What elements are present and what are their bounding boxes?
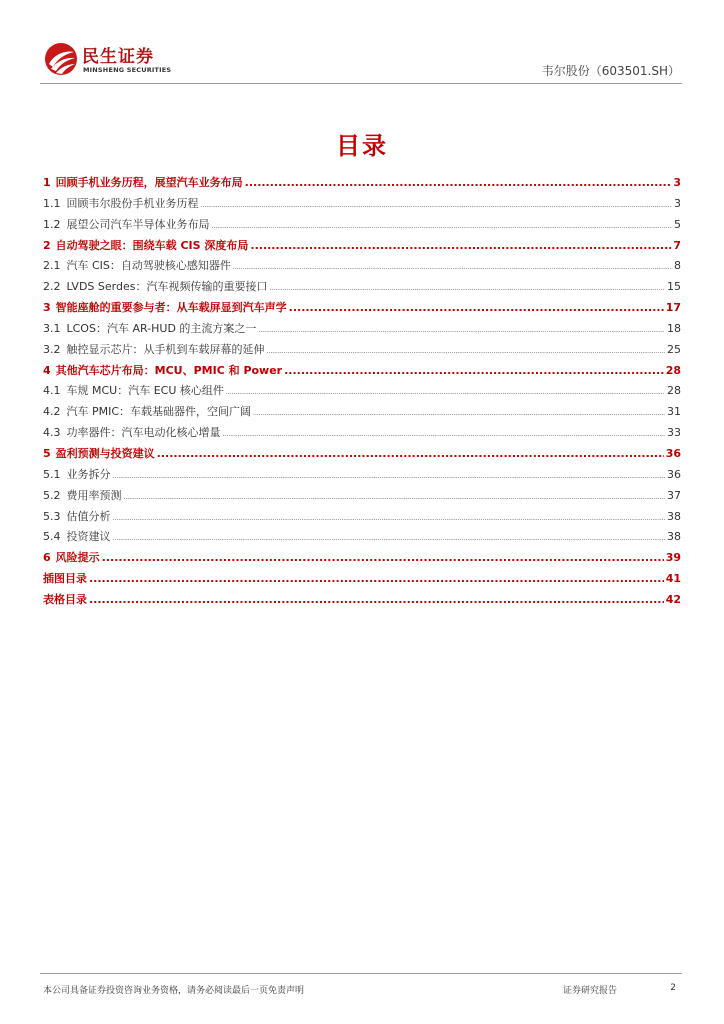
toc-dot-leader [223, 425, 666, 446]
toc-entry-title: 业务拆分 [66, 467, 111, 481]
toc-entry-number: 1.2 [43, 217, 61, 231]
toc-entry[interactable] [43, 173, 681, 194]
toc-entry-number: 6 [43, 551, 51, 565]
toc-entry[interactable] [43, 465, 681, 486]
toc-entry-page: 42 [665, 592, 681, 606]
toc-entry[interactable] [43, 236, 681, 257]
toc-entry-page: 28 [667, 384, 681, 398]
toc-dot-leader [113, 529, 666, 550]
toc-title: 目录 [336, 132, 388, 160]
toc-entry-page: 7 [673, 238, 681, 252]
footer-disclaimer: 本公司具备证券投资咨询业务资格，请务必阅读最后一页免责声明 [43, 986, 305, 996]
toc-entry[interactable] [43, 277, 681, 298]
toc-entry-page: 3 [674, 196, 681, 210]
toc-entry-title: 回顾手机业务历程，展望汽车业务布局 [55, 176, 243, 189]
toc-entry-page: 15 [667, 280, 681, 294]
toc-dot-leader [212, 217, 673, 238]
toc-entry-title: 插图目录 [43, 572, 87, 586]
toc-entry-page: 3 [673, 176, 681, 189]
footer-divider [40, 973, 682, 974]
toc-dot-leader [245, 173, 672, 194]
header-company-ticker: 韦尔股份（603501.SH） [541, 64, 680, 78]
toc-entry-page: 39 [665, 551, 681, 565]
toc-entry-number: 5.4 [43, 530, 61, 544]
toc-dot-leader [89, 590, 664, 611]
toc-entry-title: LCOS：汽车 AR-HUD 的主流方案之一 [66, 321, 257, 335]
toc-entry-number: 3.1 [43, 321, 61, 335]
toc-entry-title: 盈利预测与投资建议 [55, 446, 155, 460]
toc-dot-leader [102, 548, 664, 569]
toc-dot-leader [113, 509, 666, 530]
toc-entry[interactable] [43, 548, 681, 569]
toc-entry-page: 17 [665, 301, 681, 315]
toc-entry-title: 功率器件：汽车电动化核心增量 [66, 426, 221, 440]
toc-entry-title: 投资建议 [66, 530, 111, 544]
toc-entry-page: 31 [667, 405, 681, 419]
toc-entry-title: 其他汽车芯片布局：MCU、PMIC 和 Power [55, 363, 283, 377]
toc-entry-number: 5.2 [43, 488, 61, 502]
toc-dot-leader [113, 467, 666, 488]
toc-list [43, 173, 681, 611]
toc-entry-title: 展望公司汽车半导体业务布局 [66, 217, 210, 231]
toc-dot-leader [89, 569, 664, 590]
toc-entry-page: 5 [674, 217, 681, 231]
toc-entry[interactable] [43, 340, 681, 361]
toc-entry-title: 回顾韦尔股份手机业务历程 [66, 196, 199, 210]
toc-entry-page: 25 [667, 342, 681, 356]
toc-entry-page: 36 [667, 467, 681, 481]
minsheng-logo [40, 36, 190, 80]
toc-entry-number: 4.3 [43, 426, 61, 440]
toc-entry-number: 4 [43, 363, 51, 377]
logo-chinese-name: 民生证券 [82, 47, 154, 67]
toc-entry[interactable] [43, 486, 681, 507]
toc-entry[interactable] [43, 319, 681, 340]
toc-entry-page: 36 [665, 446, 681, 460]
toc-entry[interactable] [43, 381, 681, 402]
toc-entry-number: 4.1 [43, 384, 61, 398]
toc-entry-number: 5 [43, 446, 51, 460]
toc-entry-page: 18 [667, 321, 681, 335]
toc-entry-number: 2.2 [43, 280, 61, 294]
toc-entry-page: 38 [667, 530, 681, 544]
footer-page-number: 2 [670, 983, 676, 993]
toc-entry-title: 汽车 PMIC：车载基础器件，空间广阔 [66, 405, 252, 419]
toc-entry[interactable] [43, 527, 681, 548]
toc-entry-title: 触控显示芯片：从手机到车载屏幕的延伸 [66, 342, 265, 356]
toc-entry-title: 费用率预测 [66, 488, 122, 502]
toc-entry[interactable] [43, 361, 681, 382]
toc-entry-number: 4.2 [43, 405, 61, 419]
toc-entry-page: 41 [665, 572, 681, 586]
toc-entry-title: 智能座舱的重要参与者：从车载屏显到汽车声学 [55, 301, 287, 315]
toc-dot-leader [124, 488, 666, 509]
toc-dot-leader [269, 279, 665, 300]
toc-entry-number: 5.3 [43, 509, 61, 523]
toc-entry-number: 1.1 [43, 196, 61, 210]
toc-entry-page: 8 [674, 259, 681, 273]
toc-entry[interactable] [43, 507, 681, 528]
toc-entry[interactable] [43, 298, 681, 319]
toc-dot-leader [258, 321, 665, 342]
toc-entry[interactable] [43, 194, 681, 215]
toc-dot-leader [253, 404, 665, 425]
toc-entry-title: 风险提示 [55, 551, 100, 565]
toc-entry-page: 28 [665, 363, 681, 377]
toc-entry[interactable] [43, 590, 681, 611]
toc-entry-number: 3 [43, 301, 51, 315]
toc-entry-title: 估值分析 [66, 509, 111, 523]
toc-entry-title: 表格目录 [43, 592, 87, 606]
toc-entry[interactable] [43, 256, 681, 277]
toc-dot-leader [267, 342, 666, 363]
footer-report-type: 证券研究报告 [563, 986, 618, 996]
header-divider [40, 83, 682, 84]
toc-entry-number: 2.1 [43, 259, 61, 273]
toc-entry-title: 自动驾驶之眼：围绕车载 CIS 深度布局 [55, 238, 249, 252]
toc-entry-page: 37 [667, 488, 681, 502]
toc-entry[interactable] [43, 444, 681, 465]
toc-dot-leader [250, 236, 671, 257]
toc-dot-leader [233, 258, 672, 279]
toc-dot-leader [284, 361, 664, 382]
toc-entry[interactable] [43, 423, 681, 444]
toc-dot-leader [201, 196, 673, 217]
minsheng-logo-mark-icon [44, 42, 78, 76]
toc-dot-leader [157, 444, 664, 465]
logo-english-name: MINSHENG SECURITIES [83, 66, 172, 74]
toc-entry[interactable] [43, 215, 681, 236]
toc-entry-page: 33 [667, 426, 681, 440]
toc-entry-number: 1 [43, 176, 51, 189]
toc-entry-title: LVDS Serdes：汽车视频传输的重要接口 [66, 280, 268, 294]
toc-entry-title: 汽车 CIS：自动驾驶核心感知器件 [66, 259, 231, 273]
toc-entry-number: 2 [43, 238, 51, 252]
toc-entry[interactable] [43, 569, 681, 590]
toc-entry-number: 3.2 [43, 342, 61, 356]
toc-dot-leader [289, 298, 664, 319]
toc-entry-page: 38 [667, 509, 681, 523]
toc-entry-title: 车规 MCU：汽车 ECU 核心组件 [66, 384, 224, 398]
toc-dot-leader [226, 383, 665, 404]
toc-entry-number: 5.1 [43, 467, 61, 481]
page-header [40, 36, 684, 84]
toc-entry[interactable] [43, 402, 681, 423]
